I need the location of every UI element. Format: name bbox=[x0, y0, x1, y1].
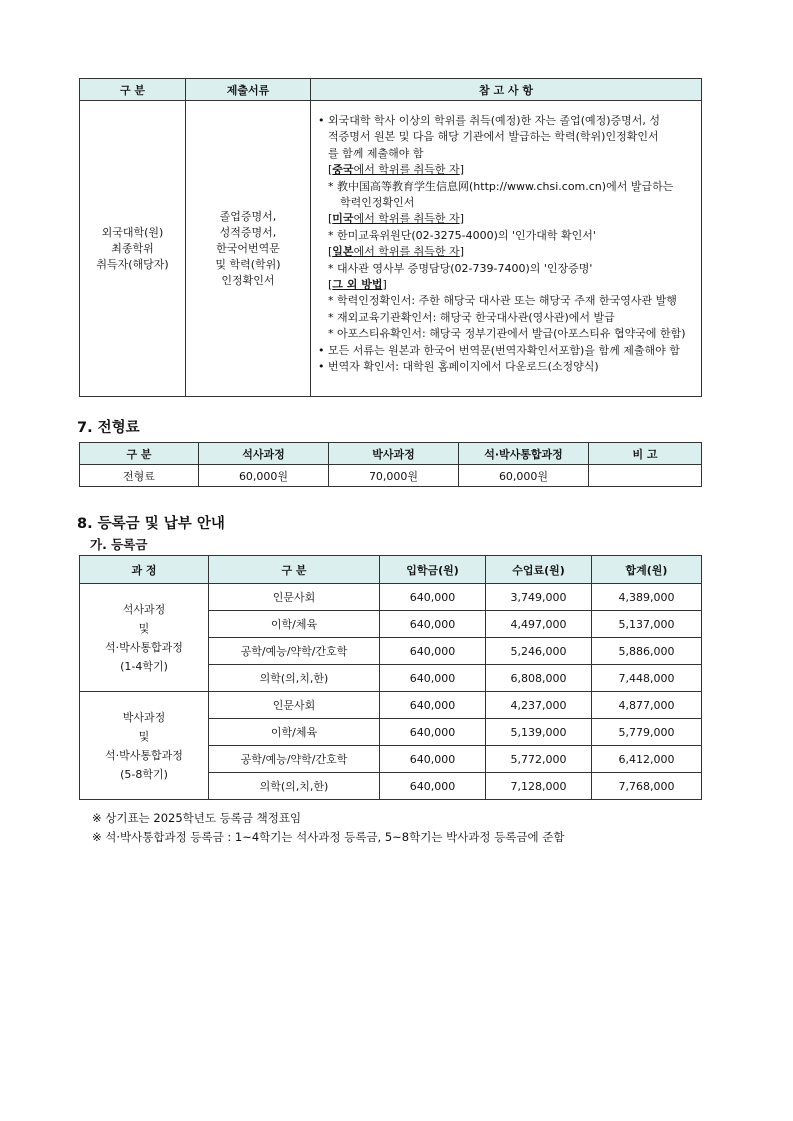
usa-rest: 에서 학위를 취득한 자 bbox=[353, 212, 460, 226]
category-line: 외국대학(원) bbox=[101, 225, 164, 239]
category-line: 최종학위 bbox=[111, 241, 154, 255]
fee-cell: 70,000원 bbox=[329, 465, 459, 487]
header-cell: 비 고 bbox=[589, 443, 702, 465]
header-cell: 수업료(원) bbox=[486, 556, 592, 584]
group-label-line: 박사과정 bbox=[122, 710, 166, 724]
amount-cell: 7,768,000 bbox=[592, 773, 702, 800]
table-header-row bbox=[80, 79, 702, 101]
amount-cell: 640,000 bbox=[380, 638, 486, 665]
tuition-note: ※ 상기표는 2025학년도 등록금 책정표임 bbox=[92, 811, 302, 825]
china-rest: 에서 학위를 취득한 자 bbox=[353, 163, 460, 177]
header-cell: 구 분 bbox=[209, 556, 380, 584]
note-line: * 教中国高等教育学生信息网(http://www.chsi.com.cn)에서 발급하는 bbox=[328, 179, 674, 193]
group-label-line: 및 bbox=[138, 621, 150, 635]
document-line: 한국어번역문 bbox=[216, 241, 280, 255]
amount-cell: 5,246,000 bbox=[486, 638, 592, 665]
amount-cell: 5,772,000 bbox=[486, 746, 592, 773]
note-line: * 재외교육기관확인서: 해당국 한국대사관(영사관)에서 발급 bbox=[328, 310, 615, 324]
amount-cell: 5,139,000 bbox=[486, 719, 592, 746]
documents-cell bbox=[186, 101, 311, 397]
amount-cell: 640,000 bbox=[380, 665, 486, 692]
china-bold: 중국 bbox=[332, 163, 354, 177]
field-cell: 인문사회 bbox=[209, 692, 380, 719]
note-line: • 모든 서류는 원본과 한국어 번역문(번역자확인서포함)을 함께 제출해야 함 bbox=[318, 343, 680, 357]
header-cell: 합계(원) bbox=[592, 556, 702, 584]
table-row bbox=[80, 101, 702, 397]
amount-cell: 4,877,000 bbox=[592, 692, 702, 719]
note-line: 적증명서 원본 및 다음 해당 기관에서 발급하는 학력(학위)인정확인서 bbox=[328, 130, 659, 144]
category-line: 취득자(해당자) bbox=[96, 257, 169, 271]
japan-bold: 일본 bbox=[332, 245, 354, 259]
group-label-line: (1-4학기) bbox=[120, 659, 168, 673]
section-8-title: 8. 등록금 및 납부 안내 bbox=[77, 516, 225, 532]
table-header-row bbox=[80, 556, 702, 584]
table-row bbox=[80, 584, 702, 611]
usa-heading: [미국에서 학위를 취득한 자] bbox=[328, 212, 464, 226]
field-cell: 이학/체육 bbox=[209, 611, 380, 638]
group-label-line: 석·박사통합과정 bbox=[105, 748, 183, 762]
amount-cell: 4,497,000 bbox=[486, 611, 592, 638]
group-label-line: 석·박사통합과정 bbox=[105, 640, 183, 654]
note-line: * 한미교육위원단(02-3275-4000)의 '인가대학 확인서' bbox=[328, 228, 596, 242]
fee-cell bbox=[589, 465, 702, 487]
field-cell: 이학/체육 bbox=[209, 719, 380, 746]
group-label-line: 및 bbox=[138, 729, 150, 743]
amount-cell: 5,886,000 bbox=[592, 638, 702, 665]
amount-cell: 640,000 bbox=[380, 584, 486, 611]
group-label bbox=[80, 692, 209, 800]
note-line: • 외국대학 학사 이상의 학위를 취득(예정)한 자는 졸업(예정)증명서, 성 bbox=[318, 114, 661, 127]
group-label bbox=[80, 584, 209, 692]
document-line: 졸업증명서, bbox=[219, 209, 277, 223]
field-cell: 공학/예능/약학/간호학 bbox=[209, 746, 380, 773]
tuition-note: ※ 석·박사통합과정 등록금 : 1~4학기는 석사과정 등록금, 5~8학기는 박사과정 등록금에 준함 bbox=[92, 830, 565, 844]
document-line: 성적증명서, bbox=[219, 225, 277, 239]
field-cell: 인문사회 bbox=[209, 584, 380, 611]
note-line: 학력인정확인서 bbox=[340, 196, 415, 210]
china-heading: [중국에서 학위를 취득한 자] bbox=[328, 163, 464, 177]
amount-cell: 5,137,000 bbox=[592, 611, 702, 638]
section-7-title: 7. 전형료 bbox=[77, 420, 140, 436]
header-cell: 구 분 bbox=[80, 443, 199, 465]
amount-cell: 640,000 bbox=[380, 611, 486, 638]
usa-bold: 미국 bbox=[332, 212, 354, 226]
header-cell: 과 정 bbox=[80, 556, 209, 584]
other-title: 그 외 방법 bbox=[332, 278, 383, 292]
table-row bbox=[80, 465, 702, 487]
group-label-line: (5-8학기) bbox=[120, 767, 168, 781]
note-line: 를 함께 제출해야 함 bbox=[328, 146, 424, 160]
category-cell bbox=[80, 101, 186, 397]
amount-cell: 640,000 bbox=[380, 692, 486, 719]
fee-cell: 전형료 bbox=[80, 465, 199, 487]
japan-rest: 에서 학위를 취득한 자 bbox=[353, 245, 460, 259]
amount-cell: 7,128,000 bbox=[486, 773, 592, 800]
fee-cell: 60,000원 bbox=[459, 465, 589, 487]
amount-cell: 6,412,000 bbox=[592, 746, 702, 773]
header-cell: 석사과정 bbox=[199, 443, 329, 465]
note-line: * 아포스티유확인서: 해당국 정부기관에서 발급(아포스티유 협약국에 한함) bbox=[328, 327, 686, 341]
header-cell: 석·박사통합과정 bbox=[459, 443, 589, 465]
japan-heading: [일본에서 학위를 취득한 자] bbox=[328, 245, 464, 259]
document-line: 및 학력(학위) bbox=[215, 257, 281, 271]
notes-cell bbox=[311, 101, 702, 397]
amount-cell: 640,000 bbox=[380, 773, 486, 800]
table-header-row bbox=[80, 443, 702, 465]
document-line: 인정확인서 bbox=[221, 273, 275, 287]
field-cell: 공학/예능/약학/간호학 bbox=[209, 638, 380, 665]
amount-cell: 7,448,000 bbox=[592, 665, 702, 692]
amount-cell: 3,749,000 bbox=[486, 584, 592, 611]
amount-cell: 640,000 bbox=[380, 719, 486, 746]
field-cell: 의학(의,치,한) bbox=[209, 665, 380, 692]
fee-cell: 60,000원 bbox=[199, 465, 329, 487]
amount-cell: 6,808,000 bbox=[486, 665, 592, 692]
header-documents: 제출서류 bbox=[186, 79, 311, 101]
other-heading: [그 외 방법] bbox=[328, 278, 387, 292]
table-row bbox=[80, 692, 702, 719]
header-cell: 입학금(원) bbox=[380, 556, 486, 584]
group-label-line: 석사과정 bbox=[122, 602, 166, 616]
note-line: * 대사관 영사부 증명담당(02-739-7400)의 '인장증명' bbox=[328, 261, 593, 275]
header-category: 구 분 bbox=[80, 79, 186, 101]
fee-table bbox=[79, 442, 702, 487]
amount-cell: 5,779,000 bbox=[592, 719, 702, 746]
header-cell: 박사과정 bbox=[329, 443, 459, 465]
section-8-subtitle: 가. 등록금 bbox=[90, 537, 148, 552]
tuition-table bbox=[79, 555, 702, 800]
header-notes: 참 고 사 항 bbox=[311, 79, 702, 101]
amount-cell: 4,237,000 bbox=[486, 692, 592, 719]
note-line: • 번역자 확인서: 대학원 홈페이지에서 다운로드(소정양식) bbox=[318, 360, 599, 374]
amount-cell: 4,389,000 bbox=[592, 584, 702, 611]
foreign-degree-table bbox=[79, 78, 702, 397]
amount-cell: 640,000 bbox=[380, 746, 486, 773]
field-cell: 의학(의,치,한) bbox=[209, 773, 380, 800]
note-line: * 학력인정확인서: 주한 해당국 대사관 또는 해당국 주재 한국영사관 발행 bbox=[328, 294, 677, 308]
